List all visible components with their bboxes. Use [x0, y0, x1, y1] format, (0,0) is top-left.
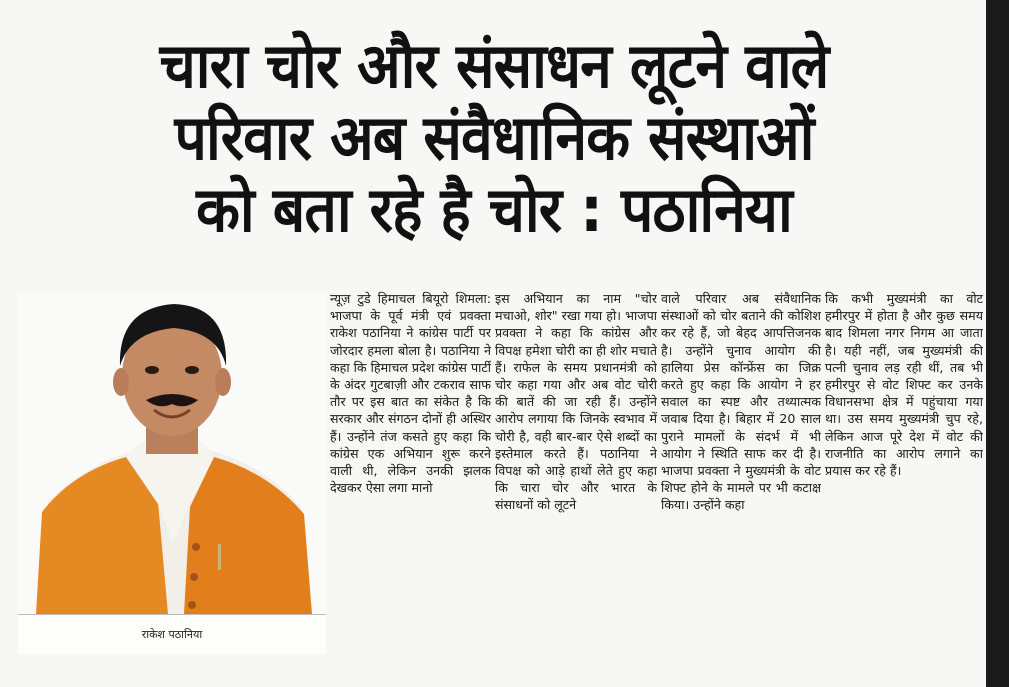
article-column-1	[330, 290, 491, 670]
headline-line-2: परिवार अब संवैधानिक संस्थाओं	[174, 101, 814, 174]
article-column-4	[825, 290, 983, 670]
page-edge-shadow	[986, 0, 1009, 687]
headline	[52, 30, 935, 246]
photo-caption: राकेश पठानिया	[18, 614, 326, 654]
column-3-text: वाले परिवार अब संवैधानिक संस्थाओं को चोर बताने की कोशिश कर रहे हैं, जो बेहद आपत्तिजनक है। उन्होंने चुनाव आयोग की हालिया प्रेस कॉन्फ्रेंस का जिक्र करते हुए कहा कि आयोग ने हर सवाल का स्पष्ट और तथ्यात्मक जवाब दिया है। बिहार में 20 साल पुराने मामलों के संदर्भ में भी आयोग ने स्थिति साफ कर दी है। भाजपा प्रवक्ता ने मुख्यमंत्री के वोट शिफ्ट होने के मामले पर भी कटाक्ष किया। उन्होंने कहा	[661, 291, 821, 513]
portrait-illustration	[18, 292, 326, 614]
article-column-2	[495, 290, 657, 670]
column-1-text: न्यूज़ टुडे हिमाचल बियूरो शिमला: भाजपा के पूर्व मंत्री एवं प्रवक्ता राकेश पठानिया ने कांग्रेस पार्टी पर जोरदार हमला बोला है। पठानिया ने कहा कि हिमाचल प्रदेश कांग्रेस पार्टी के अंदर गुटबाज़ी और टकराव साफ तौर पर इस बात का संकेत है कि सरकार और संगठन दोनों ही अस्थिर हैं। उन्होंने तंज कसते हुए कहा कि कांग्रेस एक अभियान शुरू करने वाली थी, लेकिन उनकी झलक देखकर ऐसा लगा मानो	[330, 291, 491, 496]
column-2-text: इस अभियान का नाम "चोर मचाओ, शोर" रखा गया हो। भाजपा प्रवक्ता ने कहा कि कांग्रेस और विपक्ष हमेशा चोरी का ही शोर मचाते हैं। राफेल के समय प्रधानमंत्री को चोर कहा गया और अब वोट चोरी की बातें की जा रही हैं। उन्होंने आरोप लगाया कि जिनके स्वभाव में चोरी है, वही बार-बार ऐसे शब्दों का इस्तेमाल करते हैं। पठानिया ने विपक्ष को आड़े हाथों लेते हुए कहा कि चारा चोर और भारत के संसाधनों को लूटने	[495, 291, 657, 513]
headline-line-3: को बता रहे है चोर : पठानिया	[196, 173, 792, 246]
portrait-photo	[18, 292, 326, 614]
column-4-text: कि कभी मुख्यमंत्री का वोट हमीरपुर में होता है और कुछ समय बाद शिमला नगर निगम आ जाता है। यही नहीं, जब मुख्यमंत्री की पत्नी चुनाव लड़ रही थीं, तब भी हमीरपुर से वोट शिफ्ट कर उनके विधानसभा क्षेत्र में पहुंचाया गया था। उस समय मुख्यमंत्री चुप रहे, लेकिन आज पूरे देश में वोट की राजनीति का आरोप लगाने का प्रयास कर रहे हैं।	[825, 291, 983, 479]
headline-line-1: चारा चोर और संसाधन लूटने वाले	[159, 29, 829, 102]
article-column-3	[661, 290, 821, 670]
